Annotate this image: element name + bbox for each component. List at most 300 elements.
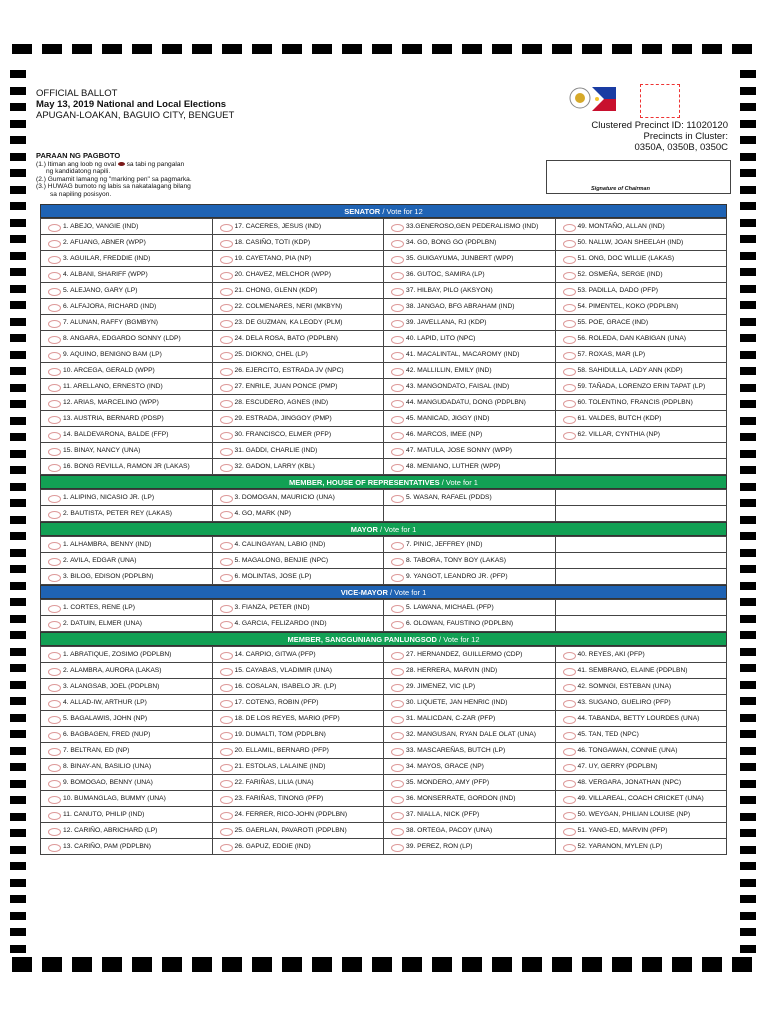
candidate-cell[interactable] xyxy=(384,427,556,443)
candidate-cell[interactable] xyxy=(212,807,384,823)
candidate-cell[interactable] xyxy=(41,600,213,616)
vote-oval-icon[interactable] xyxy=(220,336,233,344)
candidate-cell[interactable] xyxy=(212,600,384,616)
candidate-cell[interactable] xyxy=(41,267,213,283)
candidate-cell[interactable] xyxy=(41,695,213,711)
candidate-cell[interactable] xyxy=(384,839,556,855)
vote-oval-icon[interactable] xyxy=(220,224,233,232)
vote-oval-icon[interactable] xyxy=(48,448,61,456)
vote-oval-icon[interactable] xyxy=(48,304,61,312)
vote-oval-icon[interactable] xyxy=(220,304,233,312)
vote-oval-icon[interactable] xyxy=(391,288,404,296)
vote-oval-icon[interactable] xyxy=(391,432,404,440)
candidate-cell[interactable] xyxy=(384,283,556,299)
candidate-cell[interactable] xyxy=(212,411,384,427)
vote-oval-icon[interactable] xyxy=(391,748,404,756)
vote-oval-icon[interactable] xyxy=(563,352,576,360)
vote-oval-icon[interactable] xyxy=(48,400,61,408)
candidate-cell[interactable] xyxy=(555,411,727,427)
candidate-cell[interactable] xyxy=(212,395,384,411)
vote-oval-icon[interactable] xyxy=(391,495,404,503)
vote-oval-icon[interactable] xyxy=(48,605,61,613)
candidate-cell[interactable] xyxy=(212,743,384,759)
vote-oval-icon[interactable] xyxy=(48,780,61,788)
vote-oval-icon[interactable] xyxy=(48,812,61,820)
vote-oval-icon[interactable] xyxy=(220,464,233,472)
vote-oval-icon[interactable] xyxy=(48,256,61,264)
vote-oval-icon[interactable] xyxy=(563,400,576,408)
candidate-cell[interactable] xyxy=(41,743,213,759)
vote-oval-icon[interactable] xyxy=(391,464,404,472)
candidate-cell[interactable] xyxy=(41,411,213,427)
vote-oval-icon[interactable] xyxy=(563,796,576,804)
candidate-cell[interactable] xyxy=(212,219,384,235)
vote-oval-icon[interactable] xyxy=(220,844,233,852)
candidate-cell[interactable] xyxy=(212,363,384,379)
candidate-cell[interactable] xyxy=(384,569,556,585)
candidate-cell[interactable] xyxy=(41,569,213,585)
candidate-cell[interactable] xyxy=(212,695,384,711)
candidate-cell[interactable] xyxy=(384,219,556,235)
vote-oval-icon[interactable] xyxy=(48,272,61,280)
candidate-cell[interactable] xyxy=(41,331,213,347)
candidate-cell[interactable] xyxy=(212,315,384,331)
vote-oval-icon[interactable] xyxy=(48,240,61,248)
candidate-cell[interactable] xyxy=(384,695,556,711)
candidate-name: 2. BAUTISTA, PETER REY (LAKAS) xyxy=(63,509,173,517)
vote-oval-icon[interactable] xyxy=(48,732,61,740)
candidate-cell[interactable] xyxy=(212,459,384,475)
vote-for-label: / Vote for 1 xyxy=(441,478,478,487)
empty-cell xyxy=(555,459,727,475)
vote-oval-icon[interactable] xyxy=(48,621,61,629)
vote-oval-icon[interactable] xyxy=(563,224,576,232)
candidate-cell[interactable] xyxy=(384,823,556,839)
vote-oval-icon[interactable] xyxy=(391,796,404,804)
vote-oval-icon[interactable] xyxy=(220,780,233,788)
vote-oval-icon[interactable] xyxy=(391,700,404,708)
vote-oval-icon[interactable] xyxy=(220,416,233,424)
vote-oval-icon[interactable] xyxy=(220,368,233,376)
vote-oval-icon[interactable] xyxy=(391,256,404,264)
vote-oval-icon[interactable] xyxy=(48,716,61,724)
candidate-cell[interactable] xyxy=(555,315,727,331)
vote-oval-icon[interactable] xyxy=(391,368,404,376)
vote-oval-icon[interactable] xyxy=(563,336,576,344)
candidate-cell[interactable] xyxy=(555,663,727,679)
vote-oval-icon[interactable] xyxy=(220,542,233,550)
candidate-cell[interactable] xyxy=(384,379,556,395)
candidate-cell[interactable] xyxy=(555,823,727,839)
candidate-cell[interactable] xyxy=(384,791,556,807)
timing-mark xyxy=(740,681,756,689)
candidate-cell[interactable] xyxy=(212,775,384,791)
candidate-cell[interactable] xyxy=(212,839,384,855)
candidate-cell[interactable] xyxy=(41,823,213,839)
vote-oval-icon[interactable] xyxy=(391,558,404,566)
vote-oval-icon[interactable] xyxy=(391,764,404,772)
vote-oval-icon[interactable] xyxy=(391,400,404,408)
candidate-cell[interactable] xyxy=(555,647,727,663)
vote-oval-icon[interactable] xyxy=(220,432,233,440)
candidate-cell[interactable] xyxy=(41,299,213,315)
candidate-cell[interactable] xyxy=(384,315,556,331)
candidate-cell[interactable] xyxy=(555,219,727,235)
vote-oval-icon[interactable] xyxy=(220,448,233,456)
vote-oval-icon[interactable] xyxy=(220,652,233,660)
vote-oval-icon[interactable] xyxy=(220,748,233,756)
vote-oval-icon[interactable] xyxy=(220,796,233,804)
vote-oval-icon[interactable] xyxy=(220,511,233,519)
vote-oval-icon[interactable] xyxy=(391,542,404,550)
candidate-cell[interactable] xyxy=(212,616,384,632)
candidate-cell[interactable] xyxy=(41,395,213,411)
candidate-cell[interactable] xyxy=(384,553,556,569)
vote-oval-icon[interactable] xyxy=(220,320,233,328)
vote-oval-icon[interactable] xyxy=(563,272,576,280)
vote-oval-icon[interactable] xyxy=(48,558,61,566)
candidate-cell[interactable] xyxy=(212,727,384,743)
candidate-cell[interactable] xyxy=(555,679,727,695)
candidate-cell[interactable] xyxy=(384,459,556,475)
candidate-cell[interactable] xyxy=(212,347,384,363)
candidate-cell[interactable] xyxy=(41,839,213,855)
candidate-cell[interactable] xyxy=(384,490,556,506)
candidate-name: 38. JANGAO, BFG ABRAHAM (IND) xyxy=(406,302,515,310)
vote-oval-icon[interactable] xyxy=(391,304,404,312)
vote-oval-icon[interactable] xyxy=(391,716,404,724)
vote-oval-icon[interactable] xyxy=(563,748,576,756)
candidate-cell[interactable] xyxy=(384,775,556,791)
candidate-cell[interactable] xyxy=(555,331,727,347)
vote-oval-icon[interactable] xyxy=(391,828,404,836)
vote-oval-icon[interactable] xyxy=(563,368,576,376)
candidate-cell[interactable] xyxy=(41,616,213,632)
vote-oval-icon[interactable] xyxy=(220,256,233,264)
vote-oval-icon[interactable] xyxy=(563,828,576,836)
candidate-cell[interactable] xyxy=(555,727,727,743)
timing-mark xyxy=(10,813,26,821)
candidate-cell[interactable] xyxy=(555,363,727,379)
vote-oval-icon[interactable] xyxy=(48,384,61,392)
vote-oval-icon[interactable] xyxy=(48,352,61,360)
candidate-cell[interactable] xyxy=(384,600,556,616)
vote-oval-icon[interactable] xyxy=(391,780,404,788)
vote-oval-icon[interactable] xyxy=(563,668,576,676)
candidate-cell[interactable] xyxy=(384,299,556,315)
candidate-cell[interactable] xyxy=(41,443,213,459)
candidate-cell[interactable] xyxy=(212,759,384,775)
vote-oval-icon[interactable] xyxy=(391,812,404,820)
vote-oval-icon[interactable] xyxy=(48,495,61,503)
candidate-cell[interactable] xyxy=(384,443,556,459)
vote-oval-icon[interactable] xyxy=(48,700,61,708)
vote-oval-icon[interactable] xyxy=(220,668,233,676)
vote-oval-icon[interactable] xyxy=(48,368,61,376)
candidate-cell[interactable] xyxy=(384,347,556,363)
signature-box[interactable] xyxy=(546,160,731,194)
vote-oval-icon[interactable] xyxy=(563,384,576,392)
candidate-name: 60. TOLENTINO, FRANCIS (PDPLBN) xyxy=(577,398,693,406)
candidate-cell[interactable] xyxy=(384,711,556,727)
candidate-cell[interactable] xyxy=(212,267,384,283)
candidate-cell[interactable] xyxy=(555,235,727,251)
vote-oval-icon[interactable] xyxy=(48,320,61,328)
timing-mark xyxy=(10,862,26,870)
vote-oval-icon[interactable] xyxy=(563,240,576,248)
candidate-cell[interactable] xyxy=(555,379,727,395)
candidate-name: 5. ALEJANO, GARY (LP) xyxy=(63,286,138,294)
candidate-cell[interactable] xyxy=(212,299,384,315)
vote-oval-icon[interactable] xyxy=(220,495,233,503)
vote-oval-icon[interactable] xyxy=(220,574,233,582)
candidate-cell[interactable] xyxy=(41,427,213,443)
candidate-name: 17. CACERES, JESUS (IND) xyxy=(234,222,322,230)
vote-oval-icon[interactable] xyxy=(48,574,61,582)
candidate-cell[interactable] xyxy=(41,663,213,679)
candidate-cell[interactable] xyxy=(41,711,213,727)
candidate-cell[interactable] xyxy=(555,791,727,807)
candidate-cell[interactable] xyxy=(41,553,213,569)
candidate-cell[interactable] xyxy=(384,743,556,759)
vote-oval-icon[interactable] xyxy=(220,605,233,613)
vote-oval-icon[interactable] xyxy=(563,716,576,724)
candidate-name: 46. TONGAWAN, CONNIE (UNA) xyxy=(577,746,678,754)
candidate-cell[interactable] xyxy=(41,647,213,663)
candidate-cell[interactable] xyxy=(384,363,556,379)
candidate-cell[interactable] xyxy=(384,267,556,283)
vote-oval-icon[interactable] xyxy=(48,432,61,440)
candidate-cell[interactable] xyxy=(41,506,213,522)
vote-oval-icon[interactable] xyxy=(48,224,61,232)
candidate-cell[interactable] xyxy=(212,569,384,585)
vote-oval-icon[interactable] xyxy=(220,828,233,836)
vote-oval-icon[interactable] xyxy=(391,352,404,360)
timing-mark xyxy=(740,664,756,672)
timing-mark xyxy=(222,957,242,972)
vote-oval-icon[interactable] xyxy=(48,828,61,836)
vote-oval-icon[interactable] xyxy=(48,336,61,344)
vote-oval-icon[interactable] xyxy=(563,684,576,692)
candidate-cell[interactable] xyxy=(41,537,213,553)
vote-oval-icon[interactable] xyxy=(391,384,404,392)
vote-oval-icon[interactable] xyxy=(48,288,61,296)
candidate-cell[interactable] xyxy=(212,711,384,727)
vote-oval-icon[interactable] xyxy=(220,288,233,296)
vote-oval-icon[interactable] xyxy=(563,320,576,328)
candidate-cell[interactable] xyxy=(384,679,556,695)
vote-oval-icon[interactable] xyxy=(48,542,61,550)
vote-oval-icon[interactable] xyxy=(391,240,404,248)
vote-oval-icon[interactable] xyxy=(391,732,404,740)
vote-oval-icon[interactable] xyxy=(563,432,576,440)
candidate-name: 3. DOMOGAN, MAURICIO (UNA) xyxy=(234,493,335,501)
candidate-cell[interactable] xyxy=(384,759,556,775)
vote-oval-icon[interactable] xyxy=(391,272,404,280)
candidate-cell[interactable] xyxy=(41,315,213,331)
candidate-cell[interactable] xyxy=(555,251,727,267)
candidate-name: 4. GARCIA, FELIZARDO (IND) xyxy=(234,619,327,627)
ballot-body xyxy=(40,204,727,855)
candidate-cell[interactable] xyxy=(384,331,556,347)
candidate-cell[interactable] xyxy=(384,807,556,823)
vote-oval-icon[interactable] xyxy=(563,732,576,740)
candidate-cell[interactable] xyxy=(212,537,384,553)
candidate-cell[interactable] xyxy=(555,267,727,283)
candidate-cell[interactable] xyxy=(555,695,727,711)
candidate-cell[interactable] xyxy=(555,775,727,791)
candidate-cell[interactable] xyxy=(41,807,213,823)
vote-oval-icon[interactable] xyxy=(48,764,61,772)
candidate-cell[interactable] xyxy=(555,839,727,855)
candidate-cell[interactable] xyxy=(555,711,727,727)
vote-oval-icon[interactable] xyxy=(563,844,576,852)
candidate-cell[interactable] xyxy=(41,775,213,791)
vote-oval-icon[interactable] xyxy=(391,448,404,456)
vote-oval-icon[interactable] xyxy=(220,400,233,408)
candidate-cell[interactable] xyxy=(384,235,556,251)
candidate-cell[interactable] xyxy=(212,443,384,459)
candidate-cell[interactable] xyxy=(212,490,384,506)
vote-oval-icon[interactable] xyxy=(391,621,404,629)
vote-oval-icon[interactable] xyxy=(563,780,576,788)
empty-cell xyxy=(555,490,727,506)
vote-oval-icon[interactable] xyxy=(48,684,61,692)
timing-mark xyxy=(10,829,26,837)
vote-oval-icon[interactable] xyxy=(48,464,61,472)
vote-oval-icon[interactable] xyxy=(220,272,233,280)
empty-cell xyxy=(555,443,727,459)
vote-oval-icon[interactable] xyxy=(391,574,404,582)
candidate-name: 26. GAPUZ, EDDIE (IND) xyxy=(234,842,311,850)
candidate-name: 29. JIMENEZ, VIC (LP) xyxy=(406,682,476,690)
candidate-cell[interactable] xyxy=(212,379,384,395)
vote-oval-icon[interactable] xyxy=(48,748,61,756)
vote-oval-icon[interactable] xyxy=(391,336,404,344)
candidate-cell[interactable] xyxy=(212,553,384,569)
candidate-cell[interactable] xyxy=(212,506,384,522)
candidate-cell[interactable] xyxy=(41,363,213,379)
vote-oval-icon[interactable] xyxy=(391,605,404,613)
candidate-cell[interactable] xyxy=(384,647,556,663)
candidate-cell[interactable] xyxy=(41,251,213,267)
vote-oval-icon[interactable] xyxy=(220,240,233,248)
candidate-name: 1. ALIPING, NICASIO JR. (LP) xyxy=(63,493,155,501)
candidate-cell[interactable] xyxy=(41,235,213,251)
candidate-cell[interactable] xyxy=(384,727,556,743)
candidate-name: 7. PINIC, JEFFREY (IND) xyxy=(406,540,483,548)
candidate-cell[interactable] xyxy=(212,663,384,679)
candidate-cell[interactable] xyxy=(555,283,727,299)
vote-oval-icon[interactable] xyxy=(220,558,233,566)
candidate-cell[interactable] xyxy=(41,679,213,695)
candidate-name: 36. MONSERRATE, GORDON (IND) xyxy=(406,794,516,802)
vote-oval-icon[interactable] xyxy=(563,416,576,424)
candidate-cell[interactable] xyxy=(384,616,556,632)
vote-oval-icon[interactable] xyxy=(391,224,404,232)
candidate-cell[interactable] xyxy=(41,727,213,743)
candidate-cell[interactable] xyxy=(384,663,556,679)
vote-oval-icon[interactable] xyxy=(220,812,233,820)
candidate-cell[interactable] xyxy=(41,759,213,775)
vote-oval-icon[interactable] xyxy=(563,700,576,708)
vote-oval-icon[interactable] xyxy=(391,684,404,692)
table-row xyxy=(41,807,727,823)
candidate-cell[interactable] xyxy=(212,427,384,443)
vote-oval-icon[interactable] xyxy=(48,844,61,852)
ballot-header xyxy=(36,88,234,121)
vote-oval-icon[interactable] xyxy=(391,844,404,852)
candidate-cell[interactable] xyxy=(212,679,384,695)
candidate-cell[interactable] xyxy=(555,395,727,411)
candidate-cell[interactable] xyxy=(41,791,213,807)
candidate-cell[interactable] xyxy=(384,411,556,427)
vote-oval-icon[interactable] xyxy=(220,621,233,629)
vote-oval-icon[interactable] xyxy=(220,716,233,724)
vote-oval-icon[interactable] xyxy=(220,732,233,740)
timing-mark xyxy=(10,681,26,689)
vote-oval-icon[interactable] xyxy=(563,304,576,312)
vote-oval-icon[interactable] xyxy=(48,652,61,660)
vote-oval-icon[interactable] xyxy=(391,416,404,424)
candidate-cell[interactable] xyxy=(555,299,727,315)
vote-oval-icon[interactable] xyxy=(48,796,61,804)
timing-mark xyxy=(740,87,756,95)
candidate-cell[interactable] xyxy=(555,743,727,759)
vote-oval-icon[interactable] xyxy=(220,684,233,692)
candidate-cell[interactable] xyxy=(212,791,384,807)
vote-oval-icon[interactable] xyxy=(563,812,576,820)
vote-oval-icon[interactable] xyxy=(220,700,233,708)
vote-oval-icon[interactable] xyxy=(391,652,404,660)
candidate-cell[interactable] xyxy=(41,283,213,299)
vote-oval-icon[interactable] xyxy=(391,320,404,328)
vote-oval-icon[interactable] xyxy=(563,652,576,660)
candidate-cell[interactable] xyxy=(41,219,213,235)
candidate-name: 52. YARANON, MYLEN (LP) xyxy=(577,842,663,850)
candidate-cell[interactable] xyxy=(212,823,384,839)
vote-oval-icon[interactable] xyxy=(220,764,233,772)
candidate-cell[interactable] xyxy=(212,235,384,251)
vote-oval-icon[interactable] xyxy=(563,764,576,772)
candidate-cell[interactable] xyxy=(41,379,213,395)
candidate-cell[interactable] xyxy=(384,395,556,411)
candidate-cell[interactable] xyxy=(41,459,213,475)
candidate-cell[interactable] xyxy=(555,759,727,775)
candidate-cell[interactable] xyxy=(41,490,213,506)
candidate-name: 22. FARIÑAS, LILIA (UNA) xyxy=(234,778,314,786)
vote-oval-icon[interactable] xyxy=(48,511,61,519)
vote-oval-icon[interactable] xyxy=(563,256,576,264)
candidate-cell[interactable] xyxy=(212,251,384,267)
vote-oval-icon[interactable] xyxy=(220,352,233,360)
candidate-cell[interactable] xyxy=(212,283,384,299)
candidate-cell[interactable] xyxy=(555,347,727,363)
candidate-cell[interactable] xyxy=(212,331,384,347)
vote-oval-icon[interactable] xyxy=(48,416,61,424)
vote-oval-icon[interactable] xyxy=(220,384,233,392)
candidate-cell[interactable] xyxy=(212,647,384,663)
candidate-cell[interactable] xyxy=(555,427,727,443)
candidate-cell[interactable] xyxy=(384,251,556,267)
vote-oval-icon[interactable] xyxy=(563,288,576,296)
candidate-cell[interactable] xyxy=(41,347,213,363)
candidate-name: 11. CANUTO, PHILIP (IND) xyxy=(63,810,145,818)
candidate-cell[interactable] xyxy=(384,537,556,553)
candidate-cell[interactable] xyxy=(555,807,727,823)
vote-oval-icon[interactable] xyxy=(391,668,404,676)
vote-oval-icon[interactable] xyxy=(48,668,61,676)
